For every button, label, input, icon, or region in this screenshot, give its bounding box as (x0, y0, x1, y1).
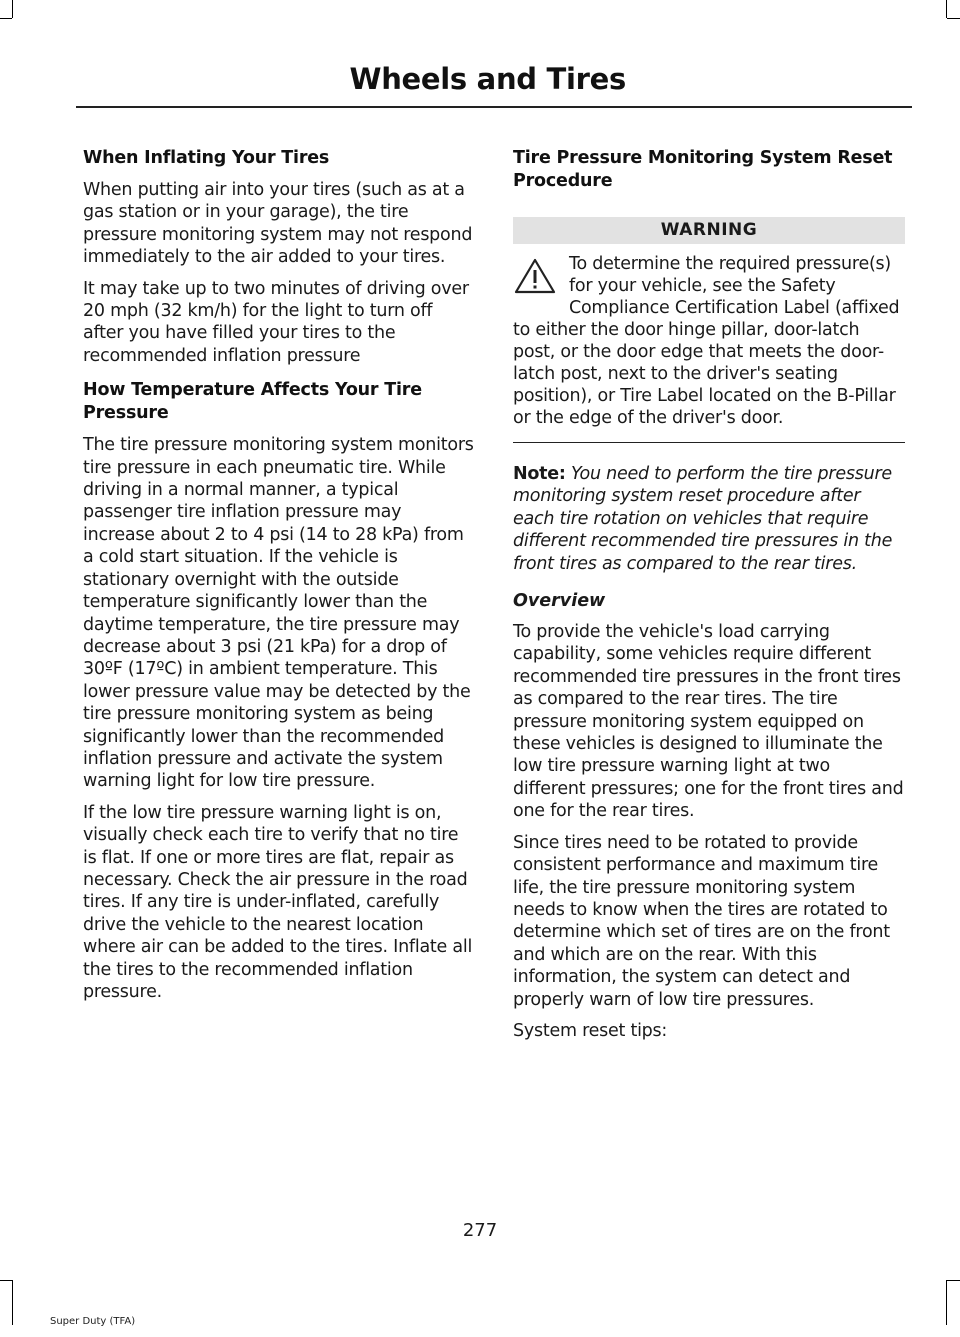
left-column (83, 147, 475, 1012)
warning-text: To determine the required pressure(s) for your vehicle, see the Safety Compliance Certification Label (affixed to either the door hinge pillar, door-latch post, or the door edge that meets the door-latch post, next to the driver's seating position), or Tire Label located on the B-Pillar or the edge of the driver's door. (513, 254, 900, 428)
note (513, 463, 905, 575)
page-number: 277 (462, 1220, 498, 1241)
paragraph-overview: To provide the vehicle's load carrying capability, some vehicles require different recommended tire pressures in the front tires as compared to the rear tires. The tire pressure monitoring system equipped on these vehicles is designed to illuminate the low tire pressure warning light at two different pressures; one for the front tires and one for the rear tires. (513, 622, 904, 822)
crop-mark-bottom-left (12, 1280, 13, 1325)
note-text: You need to perform the tire pressure monitoring system reset procedure after each tire rotation on vehicles that require different recommended tire pressures in the front tires as compared to the rear tires. (513, 464, 893, 574)
right-column (513, 147, 905, 1051)
warning-triangle-icon (513, 257, 557, 295)
paragraph-two-minutes: It may take up to two minutes of driving over 20 mph (32 km/h) for the light to turn off after you have filled your tires to the recommended inflation pressure (83, 278, 469, 366)
page-header-title: Wheels and Tires (349, 62, 626, 96)
paragraph-temperature: The tire pressure monitoring system monitors tire pressure in each pneumatic tire. While driving in a normal manner, a typical passenger tire inflation pressure may increase about 2 to 4 psi (14 to 28 kPa) from a cold start situation. If the vehicle is stationary overnight with the outside temperature significantly lower than the daytime temperature, the tire pressure may decrease about 3 psi (21 kPa) for a drop of 30ºF (17ºC) in ambient temperature. This lower pressure value may be detected by the tire pressure monitoring system as being significantly lower than the recommended inflation pressure and activate the system warning light for low tire pressure. (83, 435, 474, 792)
crop-mark-top-right (946, 0, 947, 18)
paragraph-warning-light: If the low tire pressure warning light is on, visually check each tire to verify that no tire is flat. If one or more tires are flat, repair as necessary. Check the air pressure in the road tires. If any tire is under-inflated, carefully drive the vehicle to the nearest location where air can be added to the tires. Inflate all the tires to the recommended inflation pressure. (83, 802, 473, 1002)
paragraph-inflating: When putting air into your tires (such as at a gas station or in your garage), the tire pressure monitoring system may not respond immediately to the air added to your tires. (83, 180, 473, 268)
crop-mark-bottom-right (946, 1280, 947, 1325)
crop-mark-top-left-h (0, 18, 12, 19)
warning-rule (513, 442, 905, 443)
header-rule (76, 106, 912, 108)
heading-overview: Overview (513, 591, 606, 612)
note-label: Note: (513, 464, 566, 484)
crop-mark-top-right-h (947, 18, 960, 19)
crop-mark-bottom-right-h (947, 1280, 960, 1281)
heading-inflating: When Inflating Your Tires (83, 148, 330, 168)
warning-body (513, 253, 905, 429)
footer-model: Super Duty (TFA) (50, 1316, 136, 1327)
crop-mark-bottom-left-h (0, 1280, 12, 1281)
heading-temperature: How Temperature Affects Your Tire Pressure (83, 380, 422, 424)
paragraph-rotation: Since tires need to be rotated to provide consistent performance and maximum tire life, the tire pressure monitoring system needs to know when the tires are rotated to determine which set of tires are on the front and which are on the rear. With this information, the system can detect and properly warn of low tire pressures. (513, 832, 890, 1010)
paragraph-reset-tips: System reset tips: (513, 1020, 668, 1041)
heading-reset-procedure: Tire Pressure Monitoring System Reset Procedure (513, 148, 893, 191)
crop-mark-top-left (12, 0, 13, 18)
warning-bar: WARNING (513, 217, 905, 244)
